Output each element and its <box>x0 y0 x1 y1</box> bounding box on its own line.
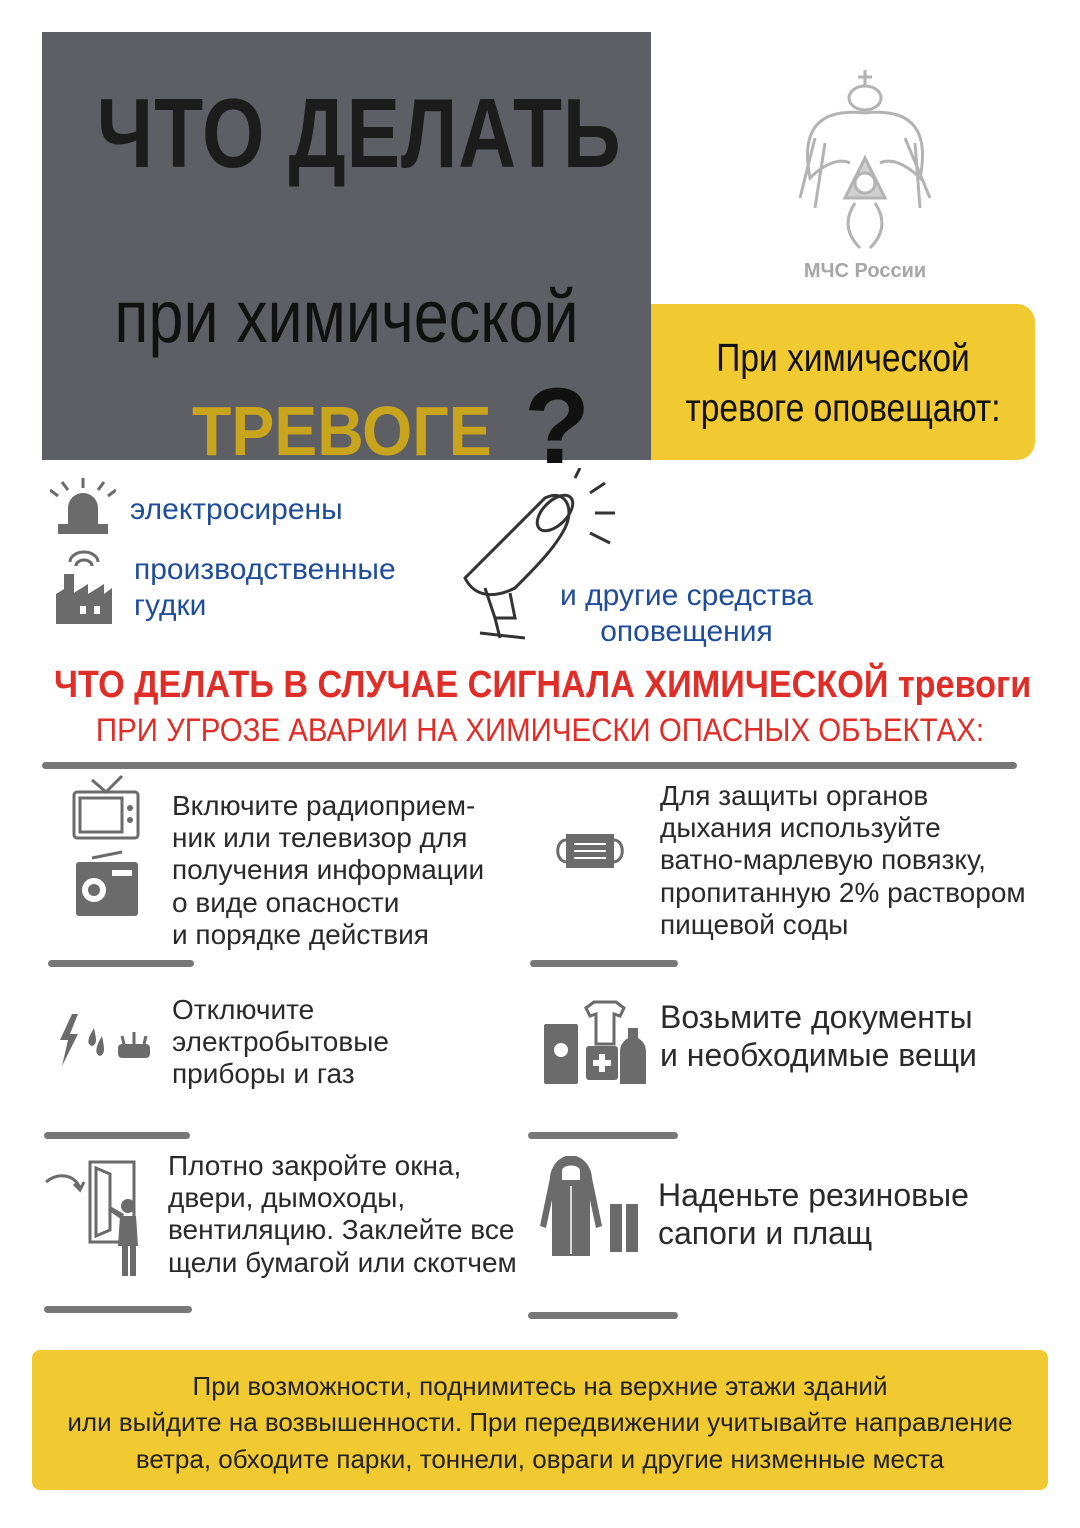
footer-box <box>32 1350 1048 1490</box>
divider <box>528 1312 678 1319</box>
item-mask-line: пропитанную 2% раствором <box>660 876 1026 908</box>
divider-top <box>42 762 1017 769</box>
section-heading-1: ЧТО ДЕЛАТЬ В СЛУЧАЕ СИГНАЛА ХИМИЧЕСКОЙ тревоги <box>54 664 1032 706</box>
notify-line-2: тревоге оповещают: <box>685 386 1001 430</box>
other-line-2: оповещения <box>600 615 773 648</box>
item-power-line: приборы и газ <box>172 1058 355 1090</box>
item-mask-line: Для защиты органов <box>660 780 929 811</box>
other-means-label <box>560 578 813 650</box>
title-line-3: ТРЕВОГЕ <box>192 392 492 470</box>
siren-icon <box>50 478 116 536</box>
item-power-text <box>172 994 389 1091</box>
notify-text <box>678 334 1008 434</box>
divider <box>44 1132 190 1139</box>
item-boots-line: Наденьте резиновые <box>658 1177 969 1213</box>
item-boots-text <box>658 1176 969 1253</box>
tv-radio-icon <box>70 770 142 920</box>
horns-label <box>134 552 396 624</box>
title-line-2: при химической <box>114 275 579 358</box>
item-boots-line: сапоги и плащ <box>658 1215 873 1252</box>
divider <box>528 1132 678 1139</box>
item-windows-line: вентиляцию. Заклейте все <box>168 1214 515 1246</box>
notify-box <box>651 304 1035 460</box>
raincoat-boots-icon <box>536 1156 646 1258</box>
horns-line-2: гудки <box>134 589 207 622</box>
title-line-1: ЧТО ДЕЛАТЬ <box>96 78 622 188</box>
header-box <box>42 32 651 486</box>
emblem-label: МЧС России <box>803 260 927 282</box>
footer-line-1: При возможности, поднимитесь на верхние этажи зданий <box>192 1371 888 1401</box>
item-radio-line: о виде опасности <box>172 886 400 918</box>
factory-icon <box>56 548 112 624</box>
item-power-line: Отключите <box>172 994 315 1025</box>
item-radio-line: получения информации <box>172 854 485 886</box>
item-mask-line: ватно-марлевую повязку, <box>660 844 986 876</box>
item-docs-line: Возьмите документы <box>660 999 973 1035</box>
documents-supplies-icon <box>544 998 650 1086</box>
footer-line-2: или выйдите на возвышенности. При передвижении учитывайте направление <box>67 1407 1013 1438</box>
section-heading-2: ПРИ УГРОЗЕ АВАРИИ НА ХИМИЧЕСКИ ОПАСНЫХ ОБЪЕКТАХ: <box>95 712 985 748</box>
item-power-line: электробытовые <box>172 1026 389 1058</box>
item-radio-line: Включите радиоприем- <box>172 790 476 821</box>
item-docs-line: и необходимые вещи <box>660 1037 977 1074</box>
item-radio-line: ник или телевизор для <box>172 822 468 854</box>
mchs-emblem-icon <box>790 68 940 258</box>
question-mark: ? <box>524 365 590 486</box>
item-windows-text <box>168 1150 517 1279</box>
divider <box>44 1306 192 1313</box>
divider <box>530 960 678 967</box>
footer-line-3: ветра, обходите парки, тоннели, овраги и другие низменные места <box>135 1443 945 1474</box>
item-windows-line: двери, дымоходы, <box>168 1182 406 1214</box>
item-docs-text <box>660 998 977 1075</box>
item-radio-text <box>172 790 484 951</box>
item-mask-line: пищевой соды <box>660 908 849 940</box>
item-mask-text <box>660 780 1026 941</box>
footer-text <box>32 1368 1048 1477</box>
close-window-icon <box>44 1158 154 1276</box>
notify-line-1: При химической <box>716 337 970 380</box>
other-line-1: и другие средства <box>560 579 813 612</box>
horns-line-1: производственные <box>134 553 396 586</box>
face-mask-icon <box>552 830 628 872</box>
item-windows-line: щели бумагой или скотчем <box>168 1246 517 1278</box>
item-windows-line: Плотно закройте окна, <box>168 1150 462 1181</box>
sirens-label: электросирены <box>130 493 343 526</box>
item-radio-line: и порядке действия <box>172 918 429 950</box>
divider <box>48 960 194 967</box>
item-mask-line: дыхания используйте <box>660 812 941 844</box>
power-water-gas-icon <box>58 1014 154 1066</box>
